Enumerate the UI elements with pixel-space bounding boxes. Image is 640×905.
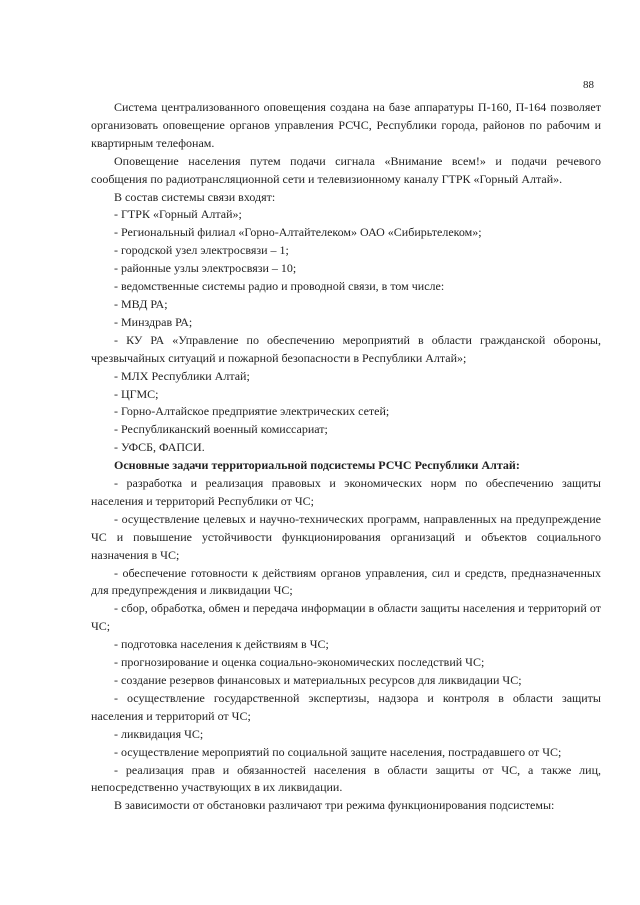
paragraph: - разработка и реализация правовых и экономических норм по обеспечению защиты населения и территорий Республики от ЧС;: [91, 476, 601, 508]
section-heading: Основные задачи территориальной подсистемы РСЧС Республики Алтай:: [114, 458, 520, 473]
paragraph: - ГТРК «Горный Алтай»;: [114, 207, 242, 222]
paragraph: - УФСБ, ФАПСИ.: [114, 440, 205, 455]
paragraph: - осуществление государственной экспертизы, надзора и контроля в области защиты населения и территорий от ЧС;: [91, 690, 601, 723]
paragraph: В состав системы связи входят:: [114, 189, 276, 204]
paragraph: - Горно-Алтайское предприятие электрических сетей;: [114, 404, 390, 419]
paragraph: - подготовка населения к действиям в ЧС;: [114, 637, 329, 652]
paragraph: - ЦГМС;: [114, 386, 159, 401]
paragraph: - обеспечение готовности к действиям органов управления, сил и средств, предназначенных для предупреждения и ликвидации ЧС;: [91, 565, 601, 598]
paragraph: - сбор, обработка, обмен и передача информации в области защиты населения и территорий от ЧС;: [91, 601, 601, 634]
paragraph: - Минздрав РА;: [114, 314, 193, 329]
paragraph: - Республиканский военный комиссариат;: [114, 422, 328, 437]
paragraph: - КУ РА «Управление по обеспечению мероприятий в области гражданской обороны, чрезвычайных ситуаций и пожарной безопасности в Республики Алтай»;: [91, 332, 601, 365]
paragraph: - создание резервов финансовых и материальных ресурсов для ликвидации ЧС;: [114, 673, 522, 687]
paragraph: - осуществление мероприятий по социальной защите населения, пострадавшего от ЧС;: [114, 744, 562, 759]
paragraph: - МЛХ Республики Алтай;: [114, 368, 250, 383]
paragraph: - городской узел электросвязи – 1;: [114, 243, 289, 258]
paragraph: Оповещение населения путем подачи сигнала «Внимание всем!» и подачи речевого сообщения по радиотрансляционной сети и телевизионному каналу ГТРК «Горный Алтай».: [91, 153, 601, 186]
paragraph: - осуществление целевых и научно-технических программ, направленных на предупреждение ЧС и повышение устойчивости функционирования организаций и объектов социального назначения в ЧС;: [91, 511, 601, 562]
page-number: 88: [583, 79, 594, 91]
paragraph: - МВД РА;: [114, 296, 168, 311]
paragraph: - прогнозирование и оценка социально-экономических последствий ЧС;: [114, 655, 485, 670]
paragraph: - Региональный филиал «Горно-Алтайтелеком» ОАО «Сибирьтелеком»;: [114, 225, 482, 240]
paragraph: - ведомственные системы радио и проводной связи, в том числе:: [114, 279, 445, 294]
paragraph: - реализация прав и обязанностей населения в области защиты от ЧС, а также лиц, непосредственно участвующих в их ликвидации.: [91, 762, 601, 795]
paragraph: В зависимости от обстановки различают три режима функционирования подсистемы:: [114, 798, 555, 813]
paragraph: - районные узлы электросвязи – 10;: [114, 261, 297, 276]
paragraph: Система централизованного оповещения создана на базе аппаратуры П-160, П-164 позволяет организовать оповещение органов управления РСЧС, Республики города, районов по рабочим и квартирным телефонам.: [91, 100, 601, 150]
paragraph: - ликвидация ЧС;: [114, 726, 204, 741]
body-text: [91, 99, 601, 815]
